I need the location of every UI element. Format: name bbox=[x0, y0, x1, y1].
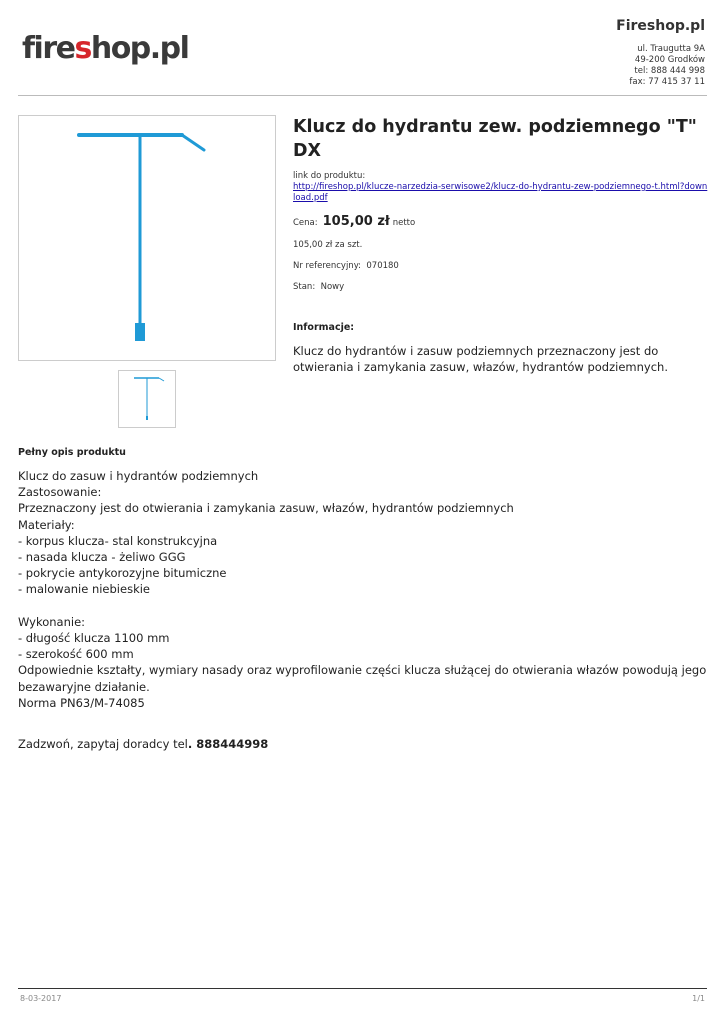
product-thumbnail[interactable] bbox=[118, 370, 176, 428]
logo-text-part3: hop.pl bbox=[90, 31, 189, 66]
t-key-illustration bbox=[19, 116, 275, 360]
call-phone: . 888444998 bbox=[187, 737, 269, 751]
t-key-thumbnail-illustration bbox=[119, 371, 175, 427]
header-divider bbox=[18, 95, 707, 96]
reference-value: 070180 bbox=[366, 261, 399, 271]
price-value: 105,00 zł bbox=[322, 214, 390, 229]
description-line: Klucz do zasuw i hydrantów podziemnych bbox=[18, 469, 259, 483]
description-line: - długość klucza 1100 mm bbox=[18, 631, 170, 646]
state-label: Stan: bbox=[293, 282, 316, 292]
address-fax: fax: 77 415 37 11 bbox=[629, 77, 705, 87]
reference-label: Nr referencyjny: bbox=[293, 261, 361, 271]
shop-name: Fireshop.pl bbox=[616, 18, 705, 34]
description-line: Zastosowanie: bbox=[18, 485, 102, 500]
description-line: Przeznaczony jest do otwierania i zamykania zasuw, włazów, hydrantów podziemnych bbox=[18, 501, 514, 516]
product-link[interactable]: http://fireshop.pl/klucze-narzedzia-serwisowe2/klucz-do-hydrantu-zew-podziemnego-t.html?download.pdf bbox=[293, 182, 708, 203]
shop-address bbox=[629, 44, 705, 88]
reference-row bbox=[293, 261, 399, 271]
fireshop-logo bbox=[22, 31, 189, 66]
address-city: 49-200 Grodków bbox=[634, 55, 705, 65]
footer-divider bbox=[18, 988, 707, 989]
description-line: Materiały: bbox=[18, 517, 75, 532]
description-line: Wykonanie: bbox=[18, 614, 86, 629]
info-heading: Informacje: bbox=[293, 322, 355, 333]
price-label: Cena: bbox=[293, 218, 318, 228]
address-phone: tel: 888 444 998 bbox=[634, 66, 705, 76]
description-line: Odpowiednie kształty, wymiary nasady oraz wyprofilowanie części klucza służącej do otwierania włazów powodują jego bezawaryjne działanie. bbox=[18, 663, 707, 694]
call-text: Zadzwoń, zapytaj doradcy tel bbox=[18, 737, 188, 751]
product-link-label: link do produktu: bbox=[293, 171, 366, 181]
description-line: - nasada klucza - żeliwo GGG bbox=[18, 550, 186, 565]
description-line: - malowanie niebieskie bbox=[18, 582, 151, 597]
description-line: - szerokość 600 mm bbox=[18, 647, 134, 662]
price-suffix: netto bbox=[392, 218, 416, 228]
description-line bbox=[18, 598, 708, 614]
footer-page-number: 1/1 bbox=[692, 994, 705, 1003]
info-text: Klucz do hydrantów i zasuw podziemnych przeznaczony jest do otwierania i zamykania zasuw, włazów, hydrantów podziemnych. bbox=[293, 344, 668, 374]
price-row bbox=[293, 214, 415, 229]
full-description-heading: Pełny opis produktu bbox=[18, 447, 126, 458]
state-value: Nowy bbox=[320, 282, 345, 292]
full-description bbox=[18, 468, 708, 711]
address-street: ul. Traugutta 9A bbox=[637, 44, 705, 54]
description-line: - pokrycie antykorozyjne bitumiczne bbox=[18, 566, 227, 581]
footer-date: 8-03-2017 bbox=[20, 994, 62, 1003]
call-to-action bbox=[18, 737, 268, 751]
product-main-image[interactable] bbox=[18, 115, 276, 361]
product-title: Klucz do hydrantu zew. podziemnego "T" DX bbox=[293, 117, 697, 161]
logo-text-accent: s bbox=[74, 31, 91, 66]
state-row bbox=[293, 282, 344, 292]
unit-price: 105,00 zł za szt. bbox=[293, 240, 363, 250]
logo-text-part1: fire bbox=[22, 31, 75, 66]
description-line: Norma PN63/M-74085 bbox=[18, 695, 145, 710]
description-line: - korpus klucza- stal konstrukcyjna bbox=[18, 533, 218, 548]
